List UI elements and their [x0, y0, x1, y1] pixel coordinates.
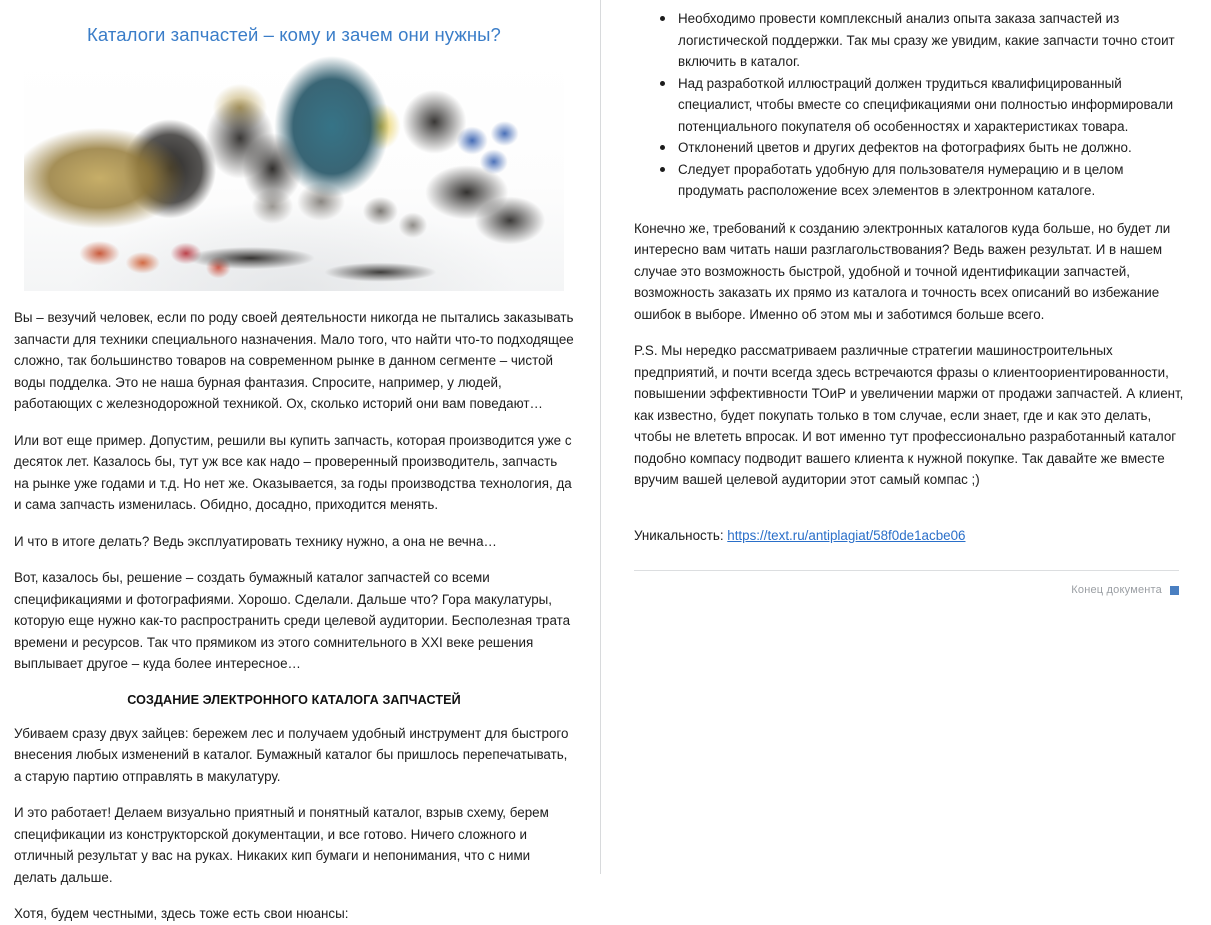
paragraph: Вот, казалось бы, решение – создать бумажный каталог запчастей со всеми спецификациями и фотографиями. Хорошо. Сделали. Дальше что? Гора макулатуры, которую еще нужно как-то распространить среди целевой аудитории. Бесполезная трата времени и ресурсов. Так что прямиком из этого сомнительного в XXI веке решения выплывает другое – куда более интересное…	[14, 570, 571, 671]
paragraph: И это работает! Делаем визуально приятный и понятный каталог, взрыв схему, берем спецификации из конструкторской документации, и все готово. Ничего сложного и отличный результат у вас на руках. Никаких кип бумаги и непонимания, что с ними делать дальше.	[14, 805, 549, 885]
bullet-icon	[660, 145, 665, 150]
document-end-marker-icon	[1170, 586, 1179, 595]
requirements-list	[634, 8, 1189, 202]
paragraph: P.S. Мы нередко рассматриваем различные стратегии машиностроительных предприятий, и почти всегда здесь встречаются фразы о клиентоориентированности, повышении эффективности ТОиР и увеличении маржи от продажи запчастей. А клиент, как известно, будет покупать только в том случае, если знает, где и как это делать, чтобы не влететь впросак. И вот именно тут профессионально разработанный каталог подобно компасу подводит вашего клиента к нужной покупке. Так давайте же вместе вручим вашей целевой аудитории этот самый компас ;)	[634, 343, 1184, 487]
footer-divider	[634, 570, 1179, 571]
paragraph: Вы – везучий человек, если по роду своей деятельности никогда не пытались заказывать запчасти для техники специального назначения. Мало того, что найти что-то подходящее сложно, так большинство товаров на современном рынке в данном сегменте – чистой воды подделка. Это не наша бурная фантазия. Спросите, например, у людей, работающих с железнодорожной техникой. Ох, сколько историй они вам поведают…	[14, 310, 574, 411]
uniqueness-link[interactable]: https://text.ru/antiplagiat/58f0de1acbe06	[727, 527, 966, 543]
uniqueness-line	[634, 525, 1189, 547]
list-item-label: Отклонений цветов и других дефектов на фотографиях быть не должно.	[678, 140, 1132, 155]
bullet-icon	[660, 16, 665, 21]
paragraph: Убиваем сразу двух зайцев: бережем лес и получаем удобный инструмент для быстрого внесения любых изменений в каталог. Бумажный каталог бы пришлось перепечатывать, а старую партию отправлять в макулатуру.	[14, 725, 569, 784]
paragraph: Конечно же, требований к созданию электронных каталогов куда больше, но будет ли интересно вам читать наши разглагольствования? Ведь важен результат. И в нашем случае это возможность быстрой, удобной и точной идентификации запчастей, возможность заказать их прямо из каталога и точность всех описаний во избежание ошибок в выборе. Именно об этом мы и заботимся больше всего.	[634, 220, 1171, 322]
page-title: Каталоги запчастей – кому и зачем они нужны?	[87, 24, 501, 45]
uniqueness-label: Уникальность:	[634, 527, 728, 543]
list-item-label: Следует проработать удобную для пользователя нумерацию и в целом продумать расположение всех элементов в электронном каталоге.	[678, 161, 1124, 198]
auto-parts-photo	[24, 56, 564, 291]
list-item	[660, 159, 1189, 202]
section-heading: СОЗДАНИЕ ЭЛЕКТРОННОГО КАТАЛОГА ЗАПЧАСТЕЙ	[127, 692, 461, 707]
list-item	[660, 137, 1189, 159]
paragraph: Хотя, будем честными, здесь тоже есть свои нюансы:	[14, 906, 349, 921]
bullet-icon	[660, 167, 665, 172]
left-column	[0, 0, 596, 921]
document-end-label: Конец документа	[1071, 584, 1162, 596]
right-column	[601, 0, 1211, 874]
list-item	[660, 8, 1189, 73]
list-item	[660, 73, 1189, 138]
auto-parts-photo-image	[24, 56, 564, 291]
paragraph: И что в итоге делать? Ведь эксплуатировать технику нужно, а она не вечна…	[14, 533, 497, 549]
list-item-label: Необходимо провести комплексный анализ опыта заказа запчастей из логистической поддержки. Так мы сразу же увидим, какие запчасти точно стоит включить в каталог.	[678, 11, 1175, 69]
document-end	[634, 584, 1179, 596]
list-item-label: Над разработкой иллюстраций должен трудиться квалифицированный специалист, чтобы вместе со спецификациями они полностью информировали потенциального покупателя об особенностях и характеристиках товара.	[678, 75, 1174, 134]
bullet-icon	[660, 81, 665, 86]
paragraph: Или вот еще пример. Допустим, решили вы купить запчасть, которая производится уже с десяток лет. Казалось бы, тут уж все как надо – проверенный производитель, запчасть на рынке уже годами и т.д. Но нет же. Оказывается, за годы производства технология, да и сама запчасть изменилась. Обидно, досадно, приходится менять.	[14, 432, 572, 512]
